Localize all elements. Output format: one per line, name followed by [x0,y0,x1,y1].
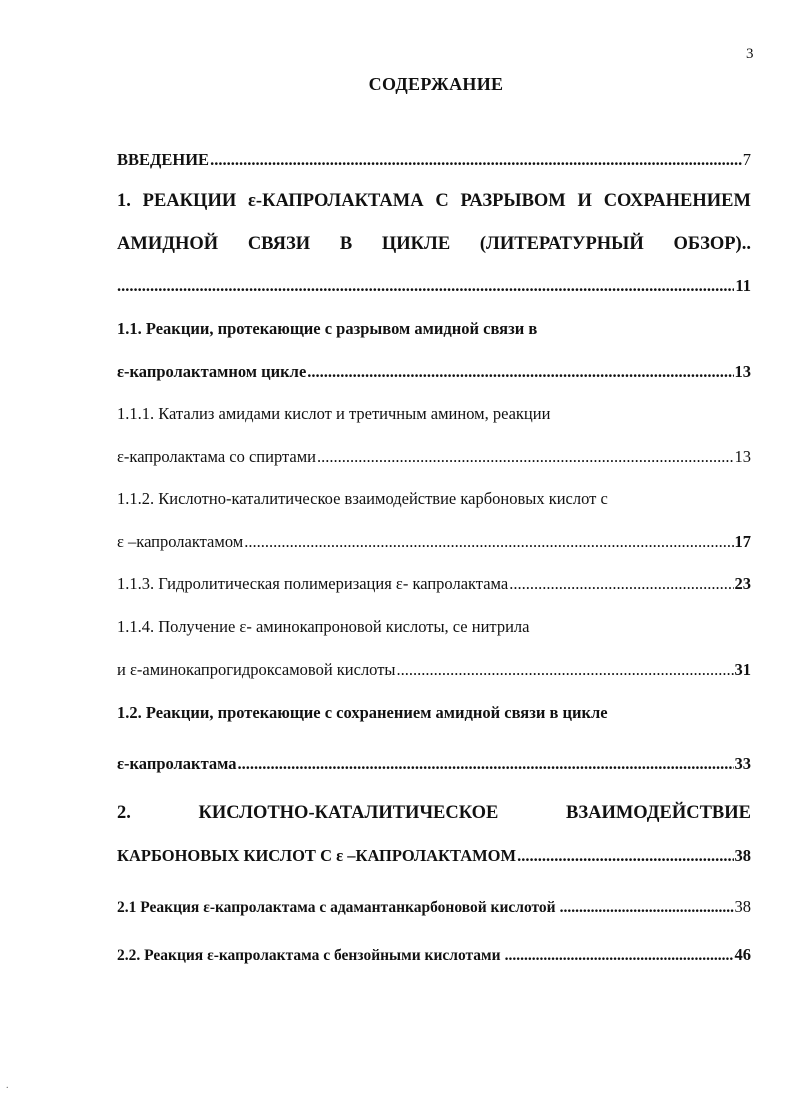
leader-dots [517,846,733,866]
toc-entry-1-1-1[interactable] [117,447,751,467]
toc-entry-1-1-4-line-1[interactable]: 1.1.4. Получение ε- аминокапроновой кислоты, се нитрила [117,617,530,636]
toc-entry-text: 1.1.3. Гидролитическая полимеризация ε- капролактама [117,574,509,593]
toc-entry-2-1[interactable] [117,897,751,917]
toc-word: СОХРАНЕНИЕМ [603,191,751,211]
toc-page-number: 46 [734,945,751,964]
toc-entry-1-1-line-1[interactable]: 1.1. Реакции, протекающие с разрывом амидной связи в [117,319,538,338]
toc-page-number: 38 [734,897,751,916]
toc-entry-text: ВВЕДЕНИЕ [117,150,210,169]
leader-dots [238,754,734,774]
toc-entry-1-1-3[interactable] [117,574,751,594]
toc-entry-text: ε –капролактамом [117,532,244,551]
toc-entry-1-1-2-line-1[interactable]: 1.1.2. Кислотно-каталитическое взаимодействие карбоновых кислот с [117,489,608,508]
toc-entry-intro[interactable] [117,150,751,170]
toc-entry-section-1-page[interactable] [117,276,751,296]
toc-entry-1-2[interactable] [117,754,751,774]
toc-entry-1-1[interactable] [117,362,751,382]
toc-page-number: 33 [734,754,751,773]
toc-word: ε-КАПРОЛАКТАМА [248,191,424,211]
leader-dots [307,362,733,382]
toc-word: СВЯЗИ [247,234,311,254]
toc-page-number: 23 [734,574,751,593]
toc-word: РАЗРЫВОМ [460,191,566,211]
toc-word: ВЗАИМОДЕЙСТВИЕ [565,803,751,823]
toc-word: РЕАКЦИИ [142,191,237,211]
toc-entry-section-1-line-2[interactable] [117,234,751,255]
toc-entry-1-1-4[interactable] [117,660,751,680]
toc-word: АМИДНОЙ [117,234,219,254]
toc-entry-1-2-line-1[interactable]: 1.2. Реакции, протекающие с сохранением амидной связи в цикле [117,703,608,722]
toc-entry-text: ε-капролактама [117,754,237,773]
toc-entry-text: КАРБОНОВЫХ КИСЛОТ С ε –КАПРОЛАКТАМОМ [117,846,517,865]
toc-entry-2-2[interactable] [117,945,751,965]
scan-mark: . [6,1080,9,1091]
toc-word: В [339,234,353,254]
toc-entry-text: ε-капролактамном цикле [117,362,307,381]
toc-entry-text: 2.2. Реакция ε-капролактама с бензойными кислотами [117,947,501,964]
toc-entry-text: и ε-аминокапрогидроксамовой кислоты [117,660,396,679]
leader-dots [505,947,734,965]
toc-page-number: 13 [734,447,751,466]
leader-dots [397,660,734,680]
leader-dots [210,150,742,170]
leader-dots [560,899,734,917]
toc-word: (ЛИТЕРАТУРНЫЙ [479,234,644,254]
toc-page-number: 7 [742,150,751,169]
toc-page-number: 11 [735,276,751,295]
toc-page-number: 38 [734,846,751,865]
leader-dots [509,574,733,594]
toc-word: ЦИКЛЕ [381,234,451,254]
page-title: СОДЕРЖАНИЕ [368,74,504,94]
toc-word: 2. [117,803,131,823]
toc-entry-text: ε-капролактама со спиртами [117,447,316,466]
toc-entry-section-2-line-1[interactable] [117,803,751,824]
toc-entry-section-2[interactable] [117,846,751,866]
toc-entry-1-1-1-line-1[interactable]: 1.1.1. Катализ амидами кислот и третичным амином, реакции [117,404,551,423]
toc-word: С [435,191,449,211]
toc-word: КИСЛОТНО-КАТАЛИТИЧЕСКОЕ [198,803,499,823]
toc-word: 1. [117,191,131,211]
toc-entry-section-1-line-1[interactable] [117,191,751,212]
leader-dots [117,276,734,296]
toc-page-number: 17 [734,532,751,551]
leader-dots [317,447,734,467]
page-number: 3 [746,46,754,62]
toc-page-number: 13 [734,362,751,381]
leader-dots [244,532,733,552]
toc-page-number: 31 [734,660,751,679]
toc-word: ОБЗОР).. [673,234,751,254]
toc-entry-text: 2.1 Реакция ε-капролактама с адамантанкарбоновой кислотой [117,899,556,916]
toc-word: И [577,191,592,211]
toc-entry-1-1-2[interactable] [117,532,751,552]
